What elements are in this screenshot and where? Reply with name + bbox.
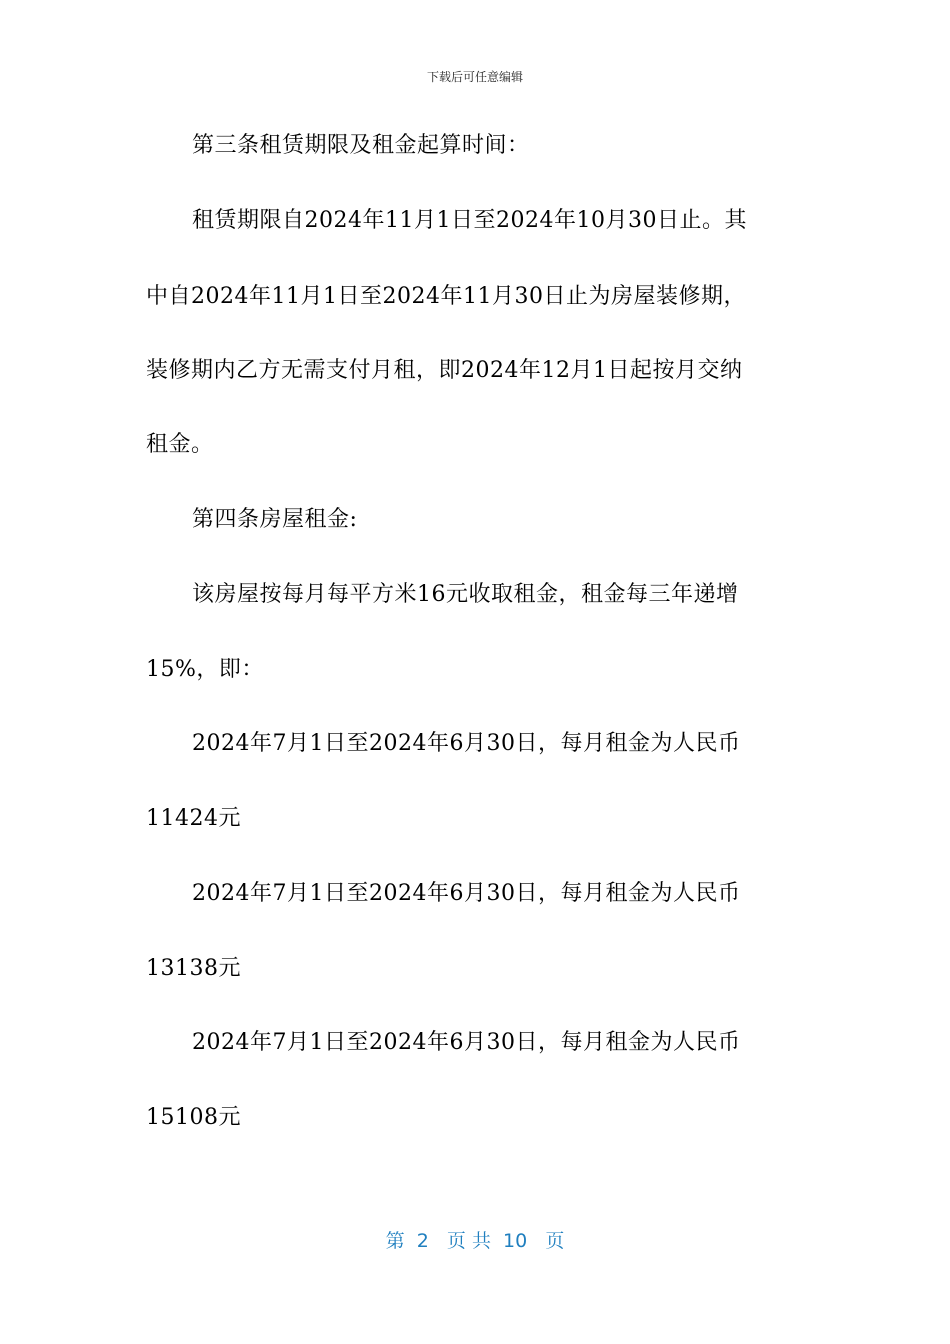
- rent-amount-line: 15108元: [146, 1105, 241, 1130]
- paragraph-line: 中自2024年11月1日至2024年11月30日止为房屋装修期，: [146, 284, 746, 309]
- rent-period-line: 2024年7月1日至2024年6月30日，每月租金为人民币: [192, 881, 741, 906]
- paragraph-line: 租赁期限自2024年11月1日至2024年10月30日止。其: [192, 208, 747, 233]
- article-3-heading: 第三条租赁期限及租金起算时间：: [192, 133, 530, 158]
- paragraph-line: 租金。: [146, 432, 214, 457]
- header-note: 下载后可任意编辑: [426, 70, 523, 84]
- article-4-heading: 第四条房屋租金:: [192, 507, 358, 532]
- paragraph-line: 15%，即：: [146, 657, 264, 682]
- rent-amount-line: 13138元: [146, 956, 241, 981]
- rent-period-line: 2024年7月1日至2024年6月30日，每月租金为人民币: [192, 1030, 741, 1055]
- rent-amount-line: 11424元: [146, 806, 241, 831]
- paragraph-line: 装修期内乙方无需支付月租，即2024年12月1日起按月交纳: [146, 358, 743, 383]
- page-number: 第 2 页 共 10 页: [385, 1230, 565, 1252]
- rent-period-line: 2024年7月1日至2024年6月30日，每月租金为人民币: [192, 731, 741, 756]
- paragraph-line: 该房屋按每月每平方米16元收取租金，租金每三年递增: [192, 582, 739, 607]
